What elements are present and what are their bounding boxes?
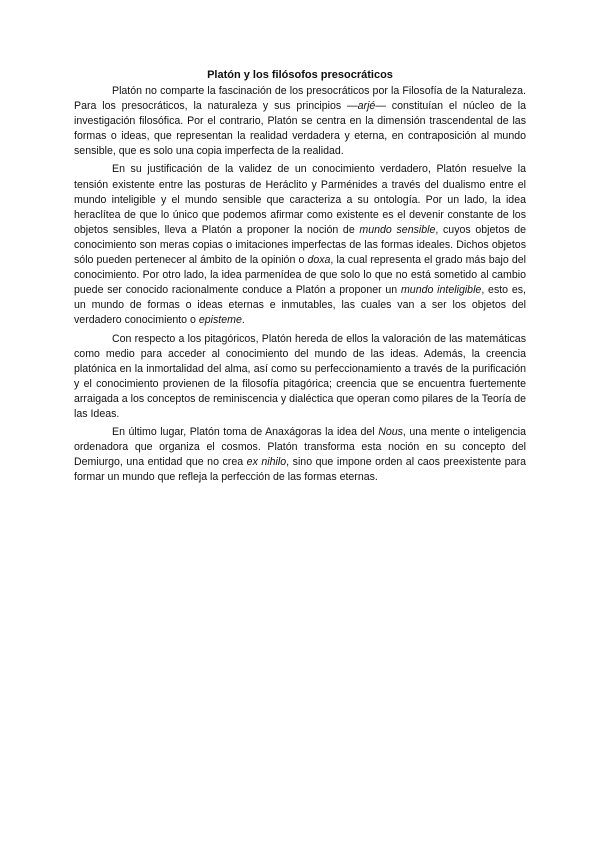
text-run: En último lugar, Platón toma de Anaxágoras la idea del	[112, 426, 379, 439]
italic-term-ex-nihilo: ex nihilo	[246, 456, 287, 469]
text-run: , esto es, un mundo de formas o ideas eternas e inmutables, las cuales van a ser los objetos del verdadero conocimiento o	[74, 284, 526, 327]
text-run: , sino que impone orden al caos preexistente para formar un mundo que refleja la perfección de las formas eternas.	[74, 456, 526, 484]
text-run: En su justificación de la validez de un conocimiento verdadero, Platón resuelve la tensión existente entre las posturas de Heráclito y Parménides a través del dualismo entre el mundo inteligible y el mundo sensible que caracteriza a su ontología. Por un lado, la idea heraclítea de que lo único que podemos afirmar como existente es el devenir constante de los objetos sensibles, lleva a Platón a proponer la noción de	[74, 163, 526, 236]
italic-term-arje: arjé	[357, 100, 376, 113]
text-run: , la cual representa el grado más bajo del conocimiento. Por otro lado, la idea parmenídea de que solo lo que no está sometido al cambio puede ser conocido racionalmente conduce a Platón a proponer un	[74, 254, 526, 297]
italic-term-nous: Nous	[378, 426, 403, 439]
text-run: , una mente o inteligencia ordenadora que organiza el cosmos. Platón transforma esta noción en su concepto del Demiurgo, una entidad que no crea	[74, 426, 527, 469]
italic-term-mundo-inteligible: mundo inteligible	[400, 284, 482, 297]
text-run: .	[241, 314, 245, 327]
italic-term-episteme: episteme	[198, 314, 242, 327]
paragraph-1	[74, 84, 526, 159]
italic-term-doxa: doxa	[307, 254, 331, 267]
document-body	[74, 68, 526, 488]
paragraph-4	[74, 425, 526, 485]
paragraph-2	[74, 162, 526, 328]
text-run: Platón no comparte la fascinación de los presocráticos por la Filosofía de la Naturaleza. Para los presocráticos, la naturaleza y sus principios —	[74, 85, 526, 113]
paragraph-3	[74, 332, 526, 423]
text-run: , cuyos objetos de conocimiento son meras copias o imitaciones imperfectas de las formas ideales. Dichos objetos sólo pueden pertenecer al ámbito de la opinión o	[74, 223, 526, 267]
document-title: Platón y los filósofos presocráticos	[207, 69, 393, 81]
text-run: — constituían el núcleo de la investigación filosófica. Por el contrario, Platón se centra en la dimensión trascendental de las formas o ideas, que representan la realidad verdadera y eterna, en contraposición al mundo sensible, que es solo una copia imperfecta de la realidad.	[74, 100, 526, 158]
italic-term-mundo-sensible: mundo sensible	[359, 223, 436, 236]
text-run: Con respecto a los pitagóricos, Platón hereda de ellos la valoración de las matemáticas como medio para acceder al conocimiento del mundo de las ideas. Además, la creencia platónica en la inmortalidad del alma, así como su perfeccionamiento a través de la purificación y el conocimiento provienen de la filosofía pitagórica; creencia que se encuentra fuertemente arraigada a los conceptos de reminiscencia y dialéctica que operan como pilares de la Teoría de las Ideas.	[74, 332, 526, 420]
